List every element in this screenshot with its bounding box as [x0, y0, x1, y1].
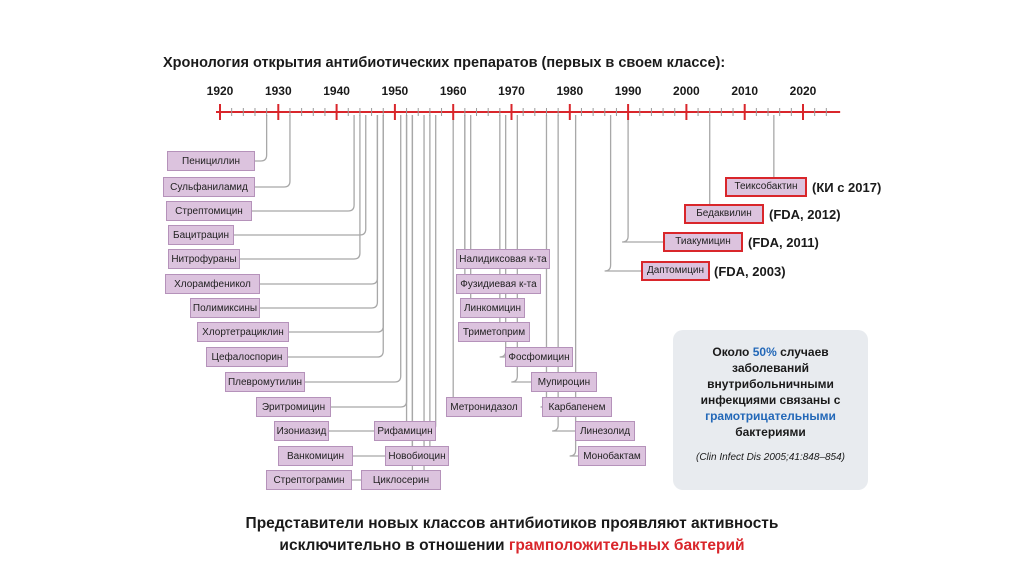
connector-line — [289, 115, 383, 332]
new-drug-box: Тиакумицин — [663, 232, 743, 252]
drug-box: Карбапенем — [542, 397, 612, 417]
note-line2: случаев заболеваний внутрибольничными инфекциями связаны с — [700, 345, 841, 407]
connector-line — [252, 115, 354, 211]
new-drug-box: Бедаквилин — [684, 204, 764, 224]
connector-line — [329, 115, 407, 431]
approval-label: (FDA, 2003) — [714, 264, 786, 279]
note-highlight: грамотрицательными — [705, 409, 836, 423]
year-label: 2020 — [789, 84, 817, 98]
year-label: 1930 — [264, 84, 292, 98]
info-note — [673, 330, 868, 490]
note-line3: бактериями — [735, 425, 806, 439]
year-label: 1960 — [439, 84, 467, 98]
year-label: 1920 — [206, 84, 234, 98]
drug-box: Фузидиевая к-та — [456, 274, 541, 294]
drug-box: Бацитрацин — [168, 225, 234, 245]
drug-box: Полимиксины — [190, 298, 260, 318]
connector-line — [704, 115, 764, 214]
connector-line — [234, 115, 366, 235]
drug-box: Линкомицин — [460, 298, 525, 318]
drug-box: Сульфаниламид — [163, 177, 255, 197]
connector-line — [305, 115, 401, 382]
drug-box: Линезолид — [575, 421, 635, 441]
connector-line — [288, 115, 383, 357]
connector-line — [430, 115, 436, 431]
drug-box: Монобактам — [578, 446, 646, 466]
drug-box: Стрептомицин — [166, 201, 252, 221]
drug-box: Пенициллин — [167, 151, 255, 171]
year-label: 1970 — [498, 84, 525, 98]
connector-line — [331, 115, 407, 407]
year-label: 1990 — [614, 84, 642, 98]
note-citation: (Clin Infect Dis 2005;41:848–854) — [696, 452, 845, 463]
connector-line — [255, 115, 267, 161]
drug-box: Фосфомицин — [505, 347, 573, 367]
drug-box: Хлорамфеникол — [165, 274, 260, 294]
drug-box: Триметоприм — [458, 322, 530, 342]
drug-box: Ванкомицин — [278, 446, 353, 466]
year-label: 2000 — [673, 84, 700, 98]
drug-box: Метронидазол — [446, 397, 522, 417]
new-drug-box: Теиксобактин — [725, 177, 807, 197]
page-title: Хронология открытия антибиотических препаратов (первых в своем классе): — [163, 55, 726, 71]
year-label: 1940 — [323, 84, 350, 98]
drug-box: Рифамицин — [374, 421, 436, 441]
drug-box: Изониазид — [274, 421, 329, 441]
drug-box: Эритромицин — [256, 397, 331, 417]
drug-box: Нитрофураны — [168, 249, 240, 269]
drug-box: Новобиоцин — [385, 446, 449, 466]
year-label: 1980 — [556, 84, 584, 98]
approval-label: (FDA, 2011) — [748, 235, 819, 250]
drug-box: Налидиксовая к-та — [456, 249, 550, 269]
bottom-line2-prefix: исключительно в отношении — [279, 537, 505, 554]
bottom-line2-highlight: грамположительных бактерий — [508, 537, 745, 554]
drug-box: Хлортетрациклин — [197, 322, 289, 342]
new-drug-box: Даптомицин — [641, 261, 710, 281]
approval-label: (КИ с 2017) — [812, 180, 882, 195]
note-percent: 50% — [752, 345, 777, 359]
drug-box: Циклосерин — [361, 470, 441, 490]
connector-line — [459, 115, 550, 259]
year-label: 1950 — [381, 84, 409, 98]
year-label: 2010 — [731, 84, 759, 98]
approval-label: (FDA, 2012) — [769, 207, 841, 222]
bottom-line1: Представители новых классов антибиотиков проявляют активность — [245, 515, 779, 532]
drug-box: Стрептограмин — [266, 470, 352, 490]
bottom-conclusion — [0, 513, 1024, 557]
drug-box: Плевромутилин — [225, 372, 305, 392]
drug-box: Цефалоспорин — [206, 347, 288, 367]
connector-line — [255, 115, 290, 187]
drug-box: Мупироцин — [531, 372, 597, 392]
note-line1: Около — [712, 345, 750, 359]
connector-line — [500, 115, 573, 357]
